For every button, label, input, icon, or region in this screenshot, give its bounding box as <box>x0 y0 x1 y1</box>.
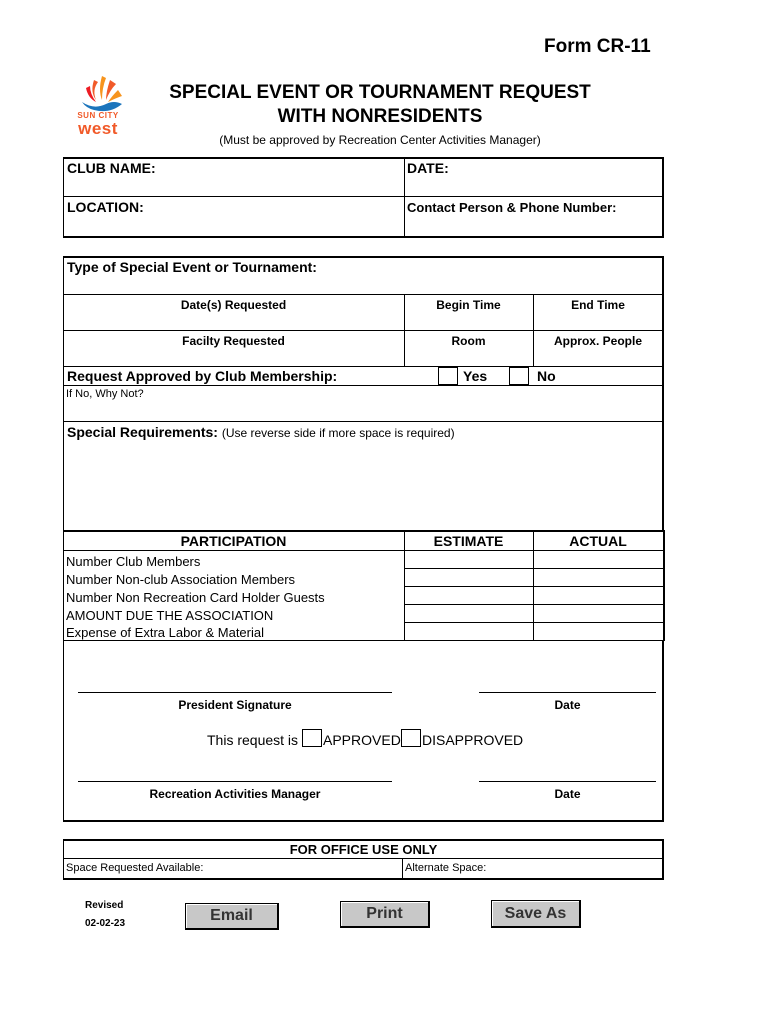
space-available-label: Space Requested Available: <box>66 862 204 874</box>
manager-signature-label: Recreation Activities Manager <box>149 787 321 801</box>
facility-requested-label: Facilty Requested <box>182 334 285 348</box>
request-is-label: This request is <box>207 732 299 748</box>
form-number: Form CR-11 <box>544 36 651 57</box>
logo-line1: SUN CITY <box>77 111 119 120</box>
begin-time-label: Begin Time <box>436 298 501 312</box>
special-requirements <box>67 424 455 440</box>
dates-requested-label: Date(s) Requested <box>180 298 287 312</box>
contact-label: Contact Person & Phone Number: <box>407 200 617 215</box>
president-date-line[interactable] <box>479 692 656 693</box>
disapproved-checkbox[interactable] <box>401 729 421 747</box>
actual-header: ACTUAL <box>569 533 627 549</box>
date-label-2: Date <box>554 787 581 801</box>
approved-label: APPROVED <box>323 732 401 748</box>
disapproved-label: DISAPPROVED <box>422 732 524 748</box>
end-time-label: End Time <box>571 298 625 312</box>
president-signature-line[interactable] <box>78 692 392 693</box>
no-checkbox[interactable] <box>509 367 529 385</box>
estimate-header: ESTIMATE <box>433 533 504 549</box>
participation-row: Number Non Recreation Card Holder Guests <box>66 590 325 605</box>
approved-label: Request Approved by Club Membership: <box>67 368 338 384</box>
special-requirements-field[interactable] <box>66 442 661 528</box>
special-req-note: (Use reverse side if more space is required) <box>221 426 455 440</box>
location-label: LOCATION: <box>67 199 144 215</box>
subtitle: (Must be approved by Recreation Center Activities Manager) <box>219 133 541 147</box>
approx-people-label: Approx. People <box>553 334 642 348</box>
title-line2: WITH NONRESIDENTS <box>277 106 483 127</box>
participation-row: Number Club Members <box>66 554 201 569</box>
date-label: DATE: <box>407 160 449 176</box>
manager-signature-line[interactable] <box>78 781 392 782</box>
participation-header: PARTICIPATION <box>180 533 287 549</box>
alternate-space-label: Alternate Space: <box>405 862 487 874</box>
revised-date: 02-02-23 <box>85 918 126 929</box>
event-type-label: Type of Special Event or Tournament: <box>67 259 317 275</box>
participation-row: Number Non-club Association Members <box>66 572 296 587</box>
yes-label: Yes <box>463 368 488 384</box>
manager-date-line[interactable] <box>479 781 656 782</box>
logo <box>70 70 140 140</box>
president-signature-label: President Signature <box>178 698 292 712</box>
if-no-label: If No, Why Not? <box>66 388 144 400</box>
logo-line2: west <box>78 119 118 138</box>
revised-label: Revised <box>85 900 124 911</box>
yes-checkbox[interactable] <box>438 367 458 385</box>
no-label: No <box>537 368 556 384</box>
club-name-label: CLUB NAME: <box>67 160 156 176</box>
save-as-button[interactable]: Save As <box>491 900 581 928</box>
email-button[interactable]: Email <box>185 903 279 930</box>
print-button[interactable]: Print <box>340 901 430 928</box>
room-label: Room <box>451 334 486 348</box>
participation-row: AMOUNT DUE THE ASSOCIATION <box>66 608 274 623</box>
title-line1: SPECIAL EVENT OR TOURNAMENT REQUEST <box>169 82 591 103</box>
date-label-1: Date <box>554 698 581 712</box>
participation-row: Expense of Extra Labor & Material <box>66 625 264 640</box>
office-use-header: FOR OFFICE USE ONLY <box>289 842 438 857</box>
approved-checkbox[interactable] <box>302 729 322 747</box>
special-req-label: Special Requirements: <box>67 424 218 440</box>
